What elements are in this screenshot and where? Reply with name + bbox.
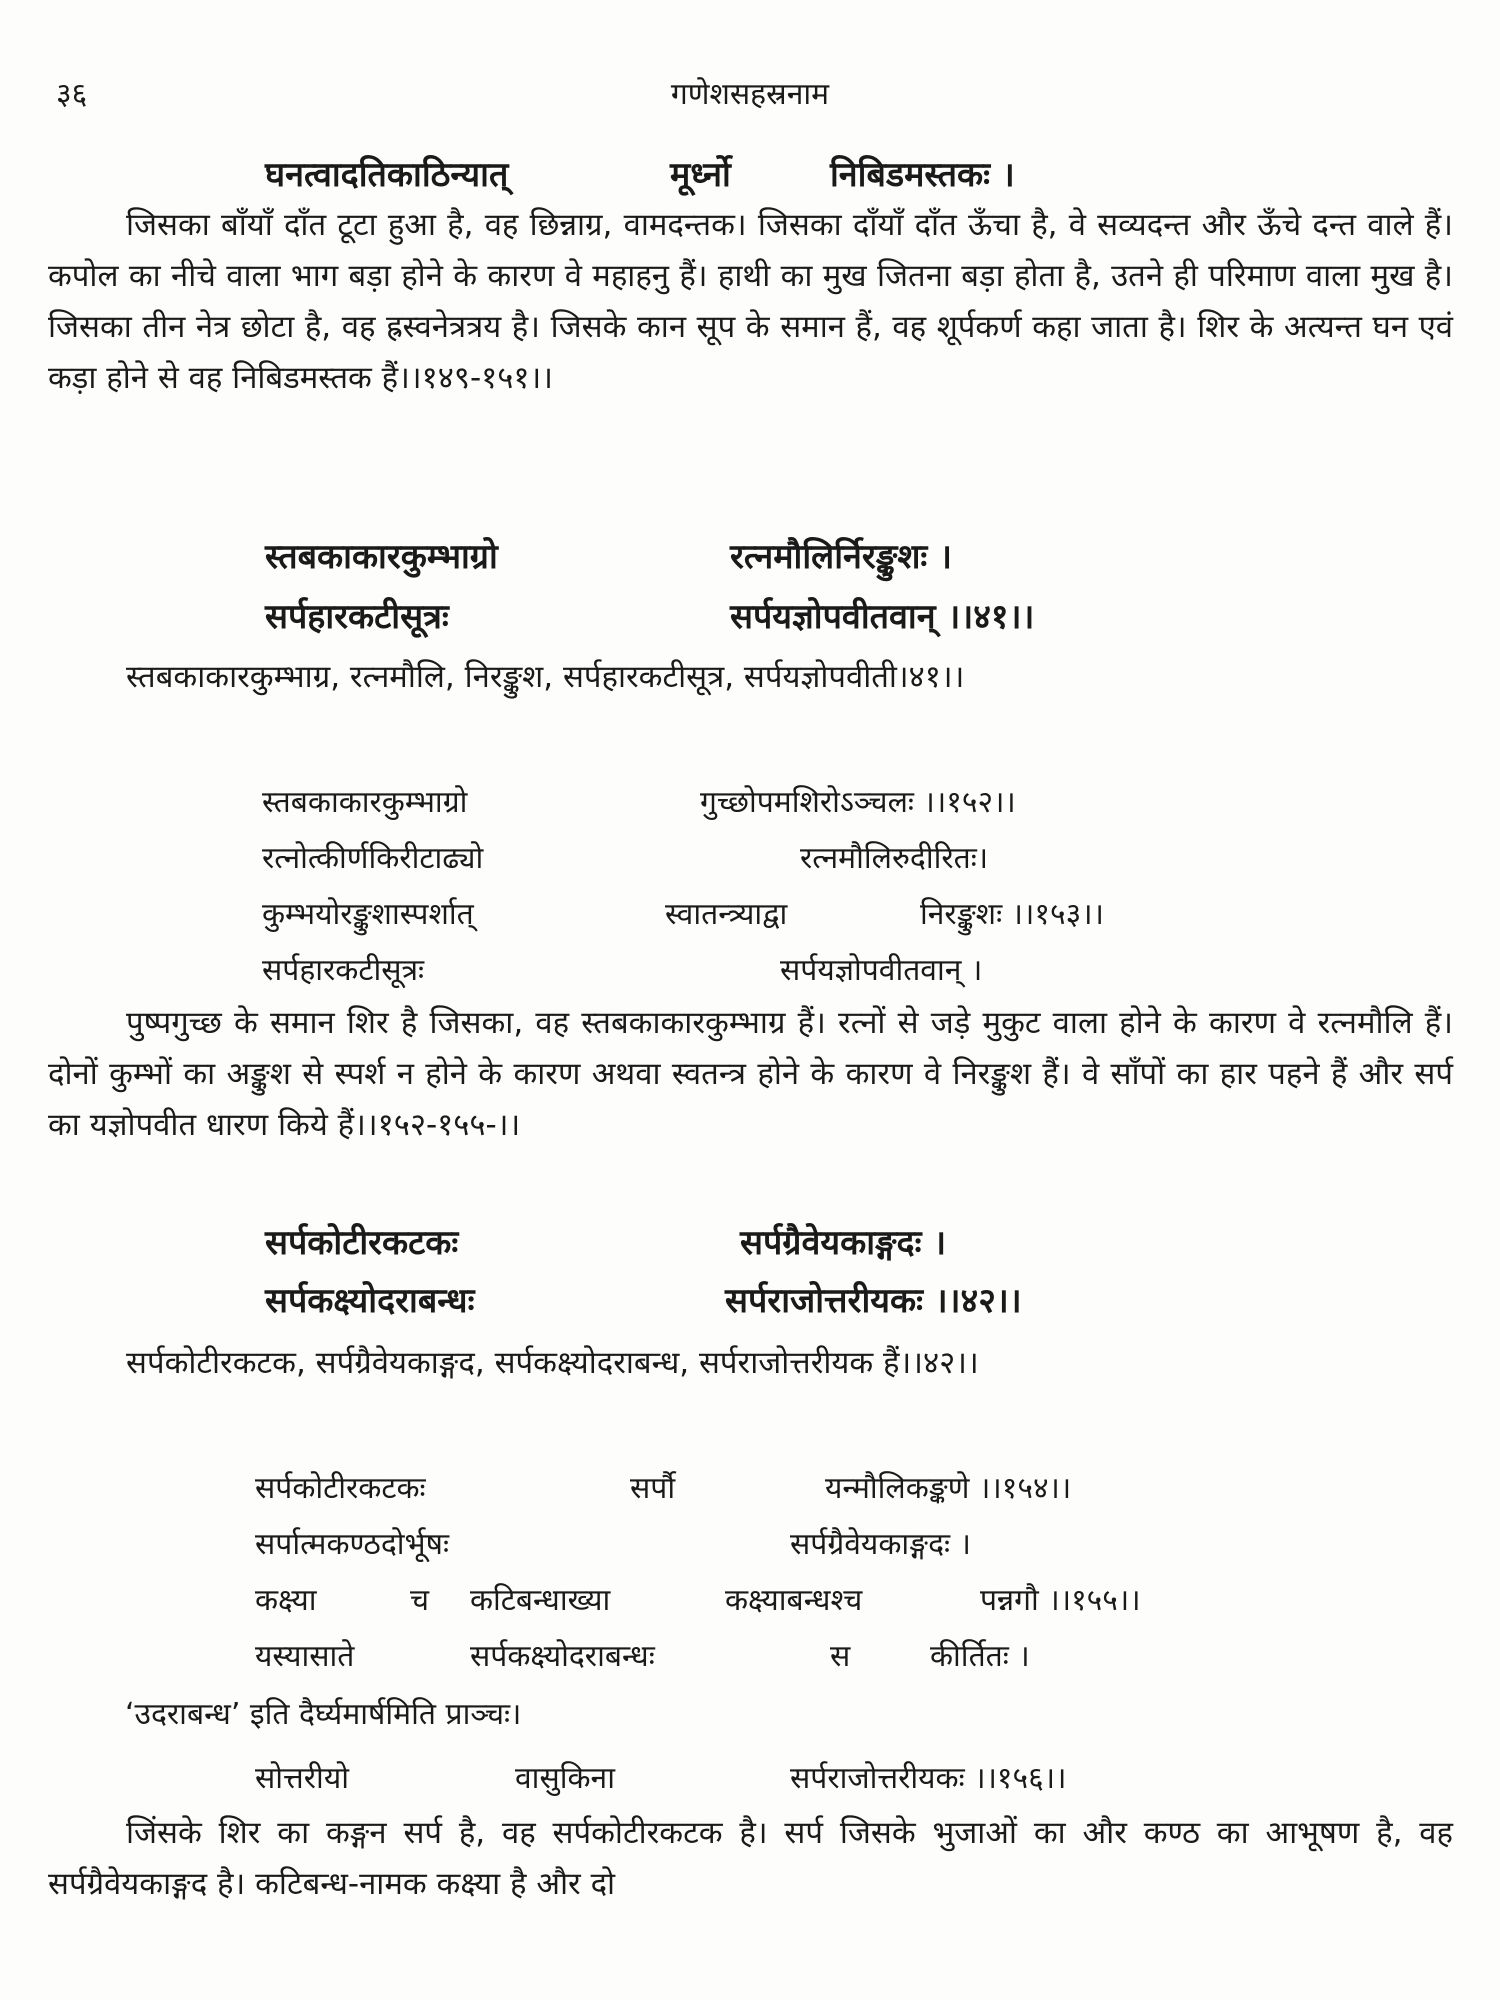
verse-part: सर्पहारकटीसूत्रः [265,597,449,637]
verse-part: सर्पकक्ष्योदराबन्धः [265,1281,475,1321]
page-title: गणेशसहस्रनाम [670,77,830,112]
verse-part: कीर्तितः । [930,1639,1030,1674]
commentary-paragraph-3: पुष्पगुच्छ के समान शिर है जिसका, वह स्तबकाकारकुम्भाग्र हैं। रत्नों से जड़े मुकुट वाला होने के कारण वे रत्नमौलि हैं। दोनों कुम्भों का अङ्कुश से स्पर्श न होने के कारण अथवा स्वतन्त्र होने के कारण वे निरङ्कुश हैं। वे साँपों का हार पहने हैं और सर्प का यज्ञोपवीत धारण किये हैं।।१५२-१५५-।। [48,1005,1453,1143]
comm-verse-line-3 [0,892,1500,944]
page-number: ३६ [56,77,88,112]
comm-verse-line-6 [0,1522,1500,1574]
verse-line-top [0,150,1500,202]
verse-part: रत्नमौलिरुदीरितः। [800,841,989,876]
verse-part: कक्ष्या [255,1583,317,1618]
verse-part: च [410,1583,430,1618]
verse-part: वासुकिना [515,1761,615,1796]
verse-part: निबिडमस्तकः । [830,155,1015,195]
comm-verse-line-9 [0,1756,1500,1808]
verse-part: कक्ष्याबन्धश्च [725,1583,863,1618]
verse-part: सर्पकोटीरकटकः [265,1223,459,1263]
verse-part: सर्पहारकटीसूत्रः [262,953,425,988]
verse-part: सर्पौ [630,1471,676,1506]
verse-part: निरङ्कुशः ।।१५३।। [920,897,1104,932]
verse-part: यन्मौलिकङ्कणे ।।१५४।। [825,1471,1072,1506]
verse-part: मूर्ध्नो [670,155,731,195]
verse-part: रत्नोत्कीर्णकिरीटाढ्यो [262,841,484,876]
comm-verse-line-2 [0,836,1500,888]
verse-part: सर्पकक्ष्योदराबन्धः [470,1639,655,1674]
verse-part: रत्नमौलिर्निरङ्कुशः । [730,537,953,577]
verse-part: सर्पराजोत्तरीयकः ।।१५६।। [790,1761,1067,1796]
commentary-paragraph-2: स्तबकाकारकुम्भाग्र, रत्नमौलि, निरङ्कुश, सर्पहारकटीसूत्र, सर्पयज्ञोपवीती।४१।। [126,659,965,695]
verse-part: सर्पयज्ञोपवीतवान् ।।४१।। [730,597,1035,637]
verse-42-line-1 [0,1218,1500,1270]
verse-42-line-2 [0,1276,1500,1328]
verse-part: सर्पराजोत्तरीयकः ।।४२।। [725,1281,1022,1321]
comm-verse-line-1 [0,780,1500,832]
verse-part: सर्पग्रैवेयकाङ्गदः । [740,1223,947,1263]
verse-part: सर्पयज्ञोपवीतवान् । [780,953,983,988]
comm-verse-line-4 [0,948,1500,1000]
commentary-paragraph-4: सर्पकोटीरकटक, सर्पग्रैवेयकाङ्गद, सर्पकक्ष्योदराबन्ध, सर्पराजोत्तरीयक हैं।।४२।। [126,1345,979,1381]
verse-part: गुच्छोपमशिरोऽञ्चलः ।।१५२।। [700,785,1016,820]
commentary-paragraph-5: जिंसके शिर का कङ्गन सर्प है, वह सर्पकोटीरकटक है। सर्प जिसके भुजाओं का और कण्ठ का आभूषण है, वह सर्पग्रैवेयकाङ्गद है। कटिबन्ध-नामक कक्ष्या है और दो [48,1815,1453,1902]
verse-part: घनत्वादतिकाठिन्यात् [265,155,509,195]
verse-part: सर्पग्रैवेयकाङ्गदः । [790,1527,972,1562]
verse-part: सोत्तरीयो [255,1761,349,1796]
verse-part: सर्पकोटीरकटकः [255,1471,426,1506]
verse-41-line-2 [0,592,1500,644]
comm-verse-line-8 [0,1634,1500,1686]
verse-part: यस्यासाते [255,1639,355,1674]
verse-part: कुम्भयोरङ्कुशास्पर्शात् [262,897,474,932]
comm-verse-line-5 [0,1466,1500,1518]
verse-part: स्तबकाकारकुम्भाग्रो [265,537,498,577]
verse-part: स्वातन्त्र्याद्वा [665,897,788,932]
note-line [0,1692,1500,1744]
page-header [40,72,1460,112]
verse-part: स [830,1639,851,1674]
verse-part: सर्पात्मकण्ठदोर्भूषः [255,1527,450,1562]
verse-part: कटिबन्धाख्या [470,1583,611,1618]
note-text: ‘उदराबन्ध’ इति दैर्घ्यमार्षमिति प्राञ्चः। [125,1697,522,1732]
comm-verse-line-7 [0,1578,1500,1630]
verse-part: पन्नगौ ।।१५५।। [980,1583,1141,1618]
verse-41-line-1 [0,532,1500,584]
verse-part: स्तबकाकारकुम्भाग्रो [262,785,468,820]
commentary-paragraph-1: जिसका बाँयाँ दाँत टूटा हुआ है, वह छिन्नाग्र, वामदन्तक। जिसका दाँयाँ दाँत ऊँचा है, वे सव्यदन्त और ऊँचे दन्त वाले हैं। कपोल का नीचे वाला भाग बड़ा होने के कारण वे महाहनु हैं। हाथी का मुख जितना बड़ा होता है, उतने ही परिमाण वाला मुख है। जिसका तीन नेत्र छोटा है, वह ह्रस्वनेत्रत्रय है। जिसके कान सूप के समान हैं, वह शूर्पकर्ण कहा जाता है। शिर के अत्यन्त घन एवं कड़ा होने से वह निबिडमस्तक हैं।।१४९-१५१।। [48,207,1453,396]
